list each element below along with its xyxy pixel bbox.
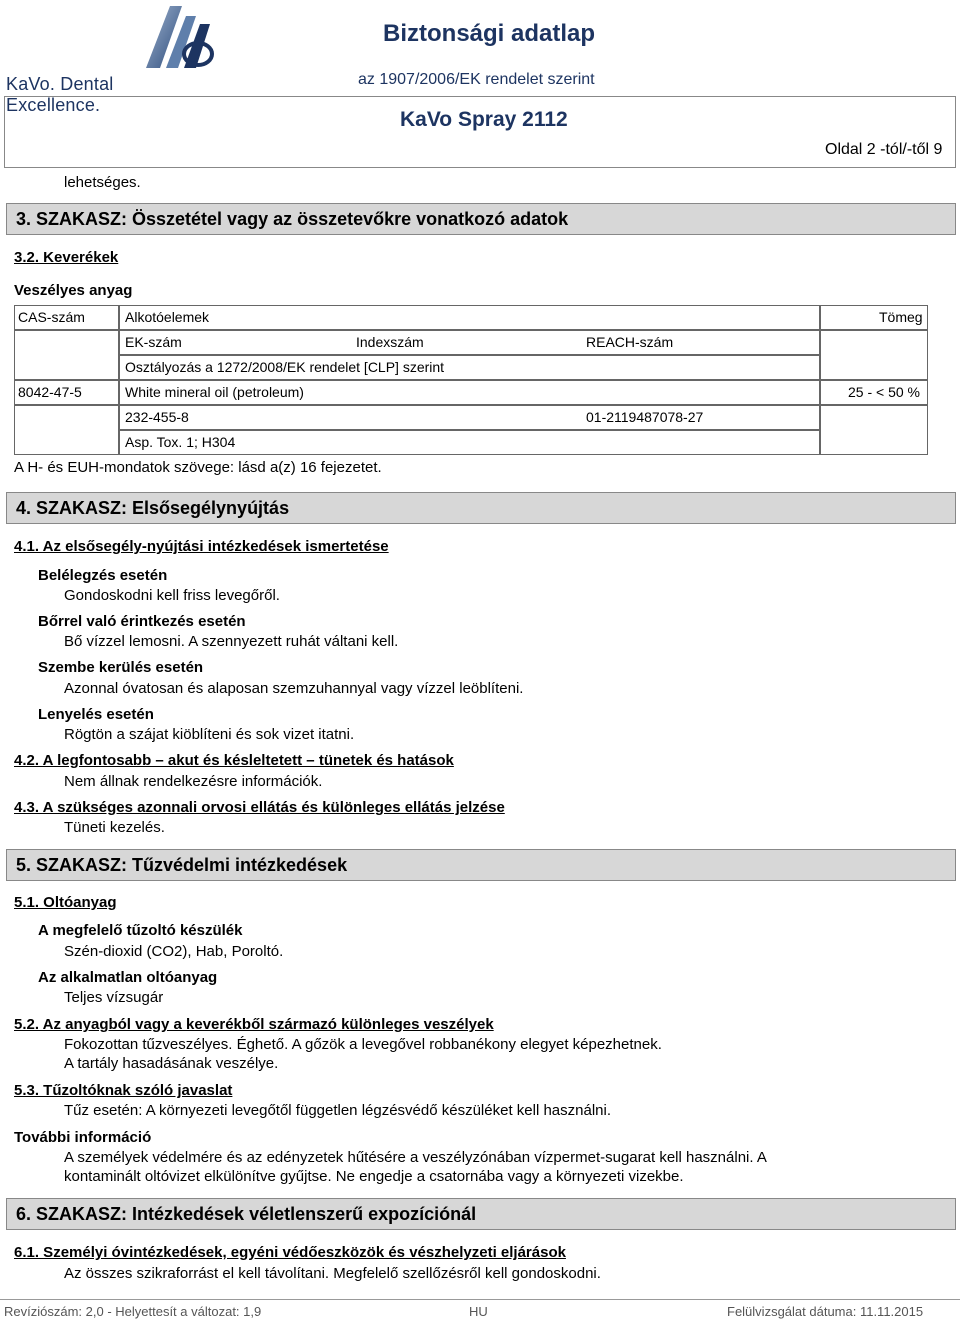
symptoms-text: Nem állnak rendelkezésre információk. [64, 773, 323, 790]
h-statements-note: A H- és EUH-mondatok szövege: lásd a(z) 16 fejezetet. [14, 459, 382, 476]
kavo-logo-mark-icon [140, 2, 220, 72]
table-cell [119, 405, 820, 430]
section-4-bar [6, 492, 956, 524]
inhalation-text: Gondoskodni kell friss levegőről. [64, 587, 280, 604]
footer-review-date: Felülvizsgálat dátuma: 11.11.2015 [727, 1304, 924, 1319]
treatment-text: Tüneti kezelés. [64, 819, 165, 836]
suitable-media-text: Szén-dioxid (CO2), Hab, Poroltó. [64, 943, 284, 960]
row-cas: 8042-47-5 [18, 384, 82, 400]
skin-contact-text: Bő vízzel lemosni. A szennyezett ruhát váltani kell. [64, 633, 399, 650]
personal-precautions-text: Az összes szikraforrást el kell távolítani. Megfelelő szellőzésről kell gondoskodni. [64, 1265, 601, 1282]
section-5-bar [6, 849, 956, 881]
page-number: Oldal 2 -tól/-től 9 [825, 141, 943, 158]
product-name: KaVo Spray 2112 [400, 108, 568, 131]
section-4-title: 4. SZAKASZ: Elsősegélynyújtás [16, 498, 290, 518]
table-cell [14, 405, 119, 455]
subsection-5-3: 5.3. Tűzoltóknak szóló javaslat [14, 1082, 233, 1099]
unsuitable-media-text: Teljes vízsugár [64, 989, 164, 1006]
subsection-6-1: 6.1. Személyi óvintézkedések, egyéni védőeszközök és vészhelyzeti eljárások [14, 1244, 566, 1261]
subsection-5-2: 5.2. Az anyagból vagy a keverékből származó különleges veszélyek [14, 1016, 494, 1033]
th-classification: Osztályozás a 1272/2008/EK rendelet [CLP] szerint [125, 359, 445, 375]
section-6-title: 6. SZAKASZ: Intézkedések véletlenszerű expozíciónál [16, 1204, 477, 1224]
footer-divider [0, 1299, 960, 1300]
inhalation-heading: Belélegzés esetén [38, 567, 168, 584]
further-info-text-1: A személyek védelmére és az edényzetek hűtésére a veszélyzónában vízpermet-sugarat kell használni. A [64, 1149, 767, 1166]
row-name: White mineral oil (petroleum) [125, 384, 304, 400]
section-6-bar [6, 1198, 956, 1230]
logo-wordmark: KaVo. Dental Excellence. [6, 74, 114, 115]
subsection-4-3: 4.3. A szükséges azonnali orvosi ellátás és különleges ellátás jelzése [14, 799, 505, 816]
row-mass: 25 - < 50 % [848, 384, 920, 400]
subsection-3-2: 3.2. Keverékek [14, 249, 119, 266]
suitable-media-heading: A megfelelő tűzoltó készülék [38, 922, 243, 939]
carry-over-text: lehetséges. [64, 174, 141, 191]
section-5-title: 5. SZAKASZ: Tűzvédelmi intézkedések [16, 855, 348, 875]
regulation-subtitle: az 1907/2006/EK rendelet szerint [358, 71, 595, 88]
further-info-text-2: kontaminált oltóvizet elkülönítve gyűjtse. Ne engedje a csatornába vagy a környezeti vizekbe. [64, 1168, 684, 1185]
th-mass: Tömeg [879, 309, 923, 325]
th-ec: EK-szám [125, 334, 182, 350]
subsection-5-1: 5.1. Oltóanyag [14, 894, 117, 911]
footer-language: HU [469, 1304, 488, 1319]
table-cell [119, 305, 820, 330]
section-3-bar [6, 203, 956, 235]
table-cell [14, 330, 119, 380]
unsuitable-media-heading: Az alkalmatlan oltóanyag [38, 969, 218, 986]
ingestion-heading: Lenyelés esetén [38, 706, 154, 723]
table-cell [820, 405, 928, 455]
ingestion-text: Rögtön a szájat kiöblíteni és sok vizet itatni. [64, 726, 355, 743]
header-box [4, 96, 956, 168]
skin-contact-heading: Bőrrel való érintkezés esetén [38, 613, 246, 630]
row-ec: 232-455-8 [125, 409, 189, 425]
th-index: Indexszám [356, 334, 424, 350]
special-hazards-text-2: A tartály hasadásának veszélye. [64, 1055, 279, 1072]
row-reach: 01-2119487078-27 [586, 409, 704, 425]
document-title: Biztonsági adatlap [383, 20, 596, 47]
table-cell [119, 330, 820, 355]
further-info-heading: További információ [14, 1129, 152, 1146]
row-classification: Asp. Tox. 1; H304 [125, 434, 236, 450]
footer-revision: Revíziószám: 2,0 - Helyettesít a változat: 1,9 [4, 1304, 262, 1319]
eye-contact-text: Azonnal óvatosan és alaposan szemzuhannyal vagy vízzel leöblíteni. [64, 680, 524, 697]
subsection-4-1: 4.1. Az elsősegély-nyújtási intézkedések ismertetése [14, 538, 389, 555]
section-3-title: 3. SZAKASZ: Összetétel vagy az összetevőkre vonatkozó adatok [16, 209, 569, 229]
subsection-4-2: 4.2. A legfontosabb – akut és késleltetett – tünetek és hatások [14, 752, 454, 769]
firefighter-advice-text: Tűz esetén: A környezeti levegőtől független légzésvédő készüléket kell használni. [64, 1102, 612, 1119]
eye-contact-heading: Szembe kerülés esetén [38, 659, 204, 676]
th-components: Alkotóelemek [125, 309, 210, 325]
hazardous-substance-label: Veszélyes anyag [14, 282, 133, 299]
special-hazards-text-1: Fokozottan tűzveszélyes. Éghető. A gőzök a levegővel robbanékony elegyet képezhetnek. [64, 1036, 662, 1053]
th-cas: CAS-szám [18, 309, 85, 325]
table-cell [820, 330, 928, 380]
th-reach: REACH-szám [586, 334, 674, 350]
kavo-logo [6, 2, 211, 115]
